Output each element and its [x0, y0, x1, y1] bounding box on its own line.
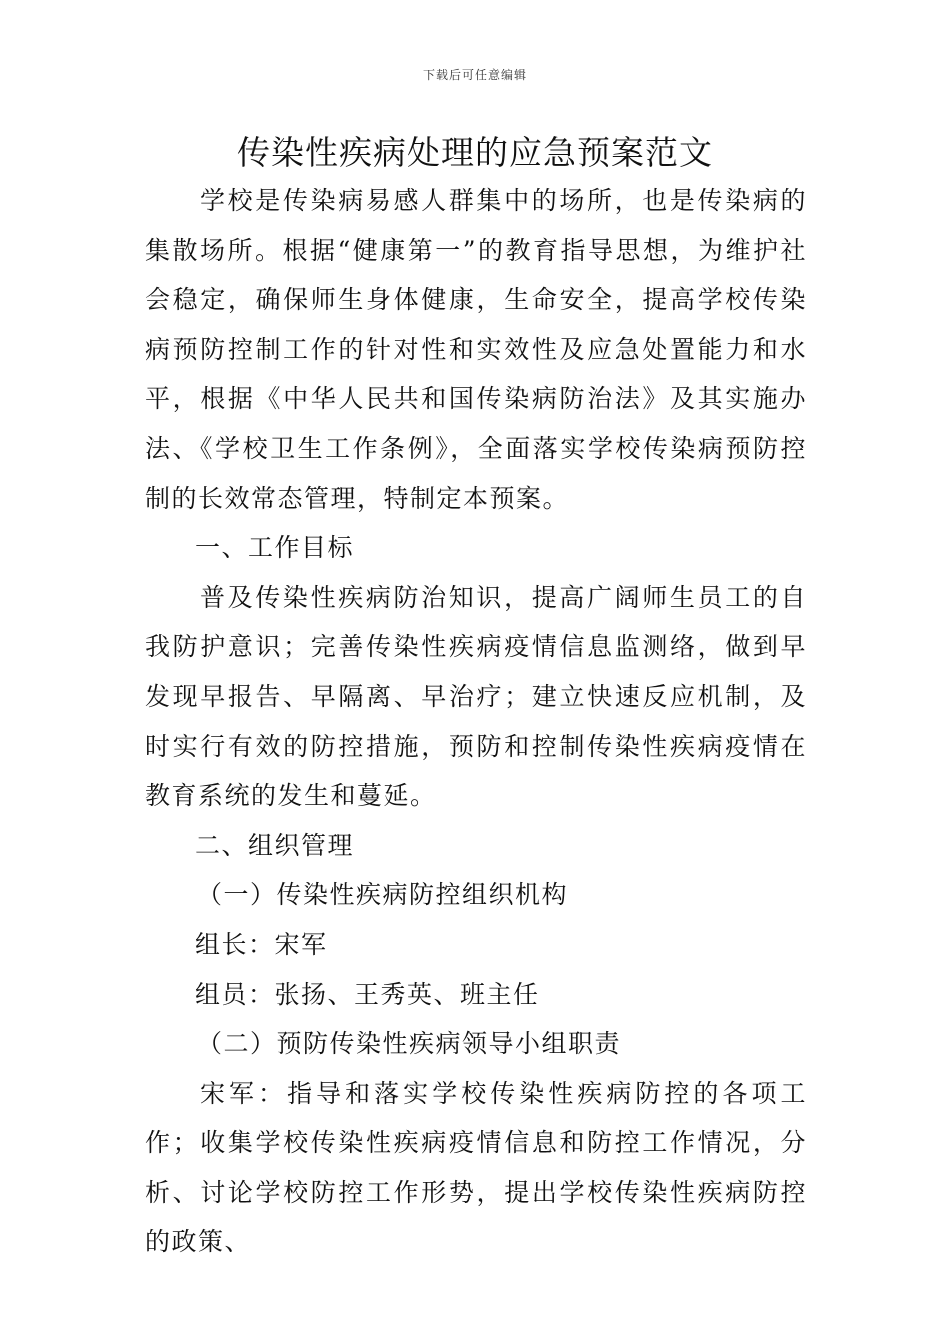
duties-paragraph: 宋军：指导和落实学校传染性疾病防控的各项工作；收集学校传染性疾病疫情信息和防控工作情况，分析、讨论学校防控工作形势，提出学校传染性疾病防控的政策、 — [145, 1078, 807, 1257]
subsection-heading-duties: （二）预防传染性疾病领导小组职责 — [197, 1029, 622, 1059]
goals-paragraph: 普及传染性疾病防治知识，提高广阔师生员工的自我防护意识；完善传染性疾病疫情信息监测络，做到早发现早报告、早隔离、早治疗；建立快速反应机制，及时实行有效的防控措施，预防和控制传染性疾病疫情在教育系统的发生和蔓延。 — [145, 582, 807, 811]
document-body — [145, 176, 807, 1267]
section-heading-goals: 一、工作目标 — [195, 533, 355, 563]
header-note: 下载后可任意编辑 — [422, 68, 527, 82]
subsection-heading-structure: （一）传染性疾病防控组织机构 — [197, 880, 569, 910]
intro-paragraph: 学校是传染病易感人群集中的场所，也是传染病的集散场所。根据“健康第一”的教育指导思想，为维护社会稳定，确保师生身体健康，生命安全，提高学校传染病预防控制工作的针对性和实效性及应急处置能力和水平，根据《中华人民共和国传染病防治法》及其实施办法、《学校卫生工作条例》，全面落实学校传染病预防控制的长效常态管理，特制定本预案。 — [145, 186, 807, 513]
team-leader-line: 组长：宋军 — [195, 929, 328, 959]
section-heading-organization: 二、组织管理 — [195, 830, 355, 860]
team-members-line: 组员：张扬、王秀英、班主任 — [195, 979, 540, 1009]
document-title: 传染性疾病处理的应急预案范文 — [237, 133, 713, 172]
